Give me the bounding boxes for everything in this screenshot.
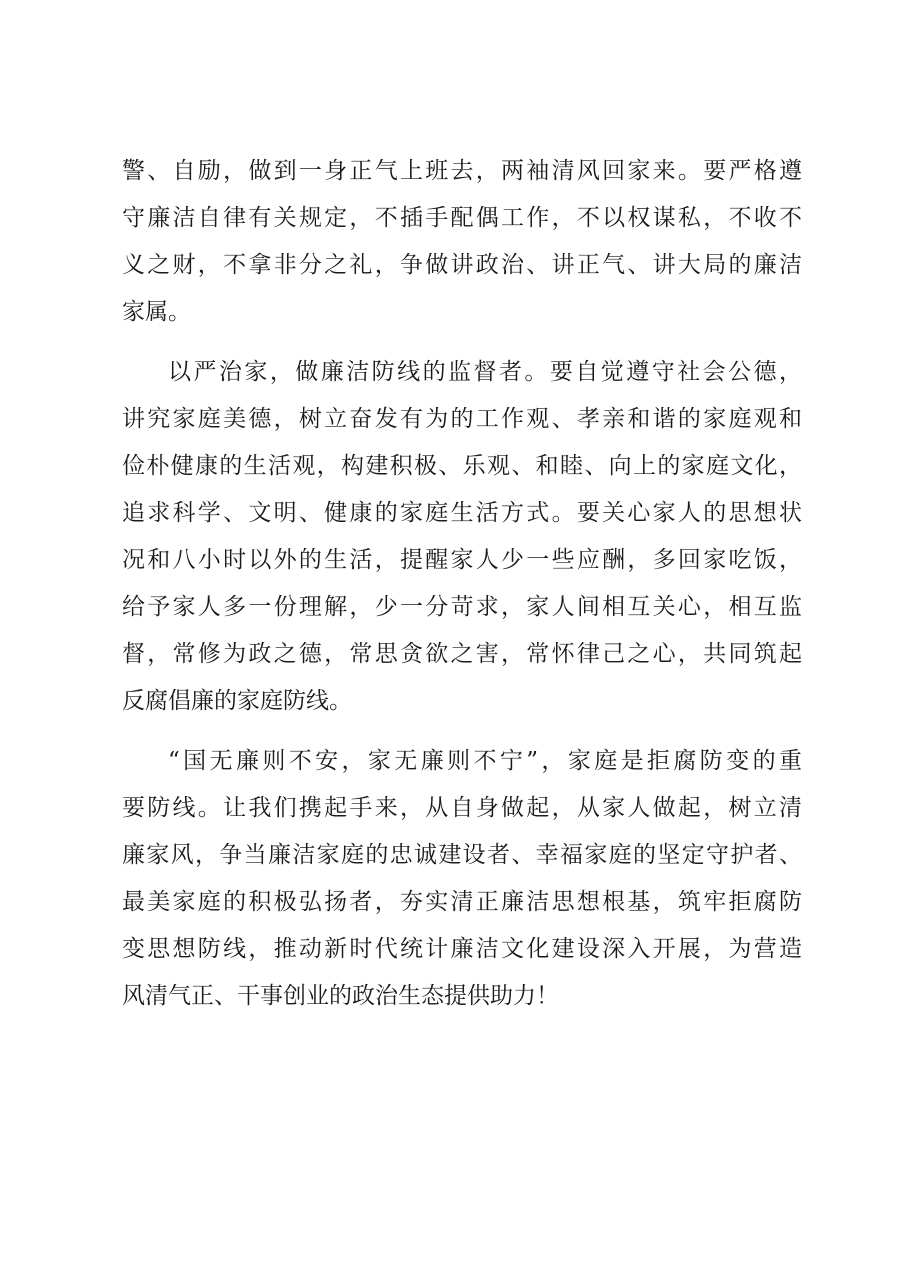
text-line: 俭朴健康的生活观，构建积极、乐观、和睦、向上的家庭文化， xyxy=(122,453,802,479)
text-line: 给予家人多一份理解，少一分苛求，家人间相互关心，相互监 xyxy=(122,594,802,620)
paragraph-3 xyxy=(122,738,802,1020)
text-line: 以严治家，做廉洁防线的监督者。要自觉遵守社会公德， xyxy=(168,359,802,385)
text-line: 要防线。让我们携起手来，从自身做起，从家人做起，树立清 xyxy=(122,795,802,821)
text-line: 变思想防线，推动新时代统计廉洁文化建设深入开展，为营造 xyxy=(122,936,802,962)
text-line: 讲究家庭美德，树立奋发有为的工作观、孝亲和谐的家庭观和 xyxy=(122,406,802,432)
text-line: 反腐倡廉的家庭防线。 xyxy=(122,688,352,714)
text-line: 况和八小时以外的生活，提醒家人少一些应酬，多回家吃饭， xyxy=(122,547,802,573)
document-body xyxy=(122,148,802,1020)
text-line: 廉家风，争当廉洁家庭的忠诚建设者、幸福家庭的坚定守护者、 xyxy=(122,842,802,868)
text-line: 督，常修为政之德，常思贪欲之害，常怀律己之心，共同筑起 xyxy=(122,641,802,667)
paragraph-1 xyxy=(122,148,802,336)
text-line: 守廉洁自律有关规定，不插手配偶工作，不以权谋私，不收不 xyxy=(122,205,802,231)
paragraph-2 xyxy=(122,349,802,725)
text-line: “国无廉则不安，家无廉则不宁”，家庭是拒腐防变的重 xyxy=(168,748,802,774)
text-line: 追求科学、文明、健康的家庭生活方式。要关心家人的思想状 xyxy=(122,500,802,526)
text-line: 风清气正、干事创业的政治生态提供助力！ xyxy=(122,983,559,1009)
text-line: 最美家庭的积极弘扬者，夯实清正廉洁思想根基，筑牢拒腐防 xyxy=(122,889,802,915)
text-line: 义之财，不拿非分之礼，争做讲政治、讲正气、讲大局的廉洁 xyxy=(122,252,802,278)
text-line: 家属。 xyxy=(122,299,191,325)
text-line: 警、自励，做到一身正气上班去，两袖清风回家来。要严格遵 xyxy=(122,158,802,184)
